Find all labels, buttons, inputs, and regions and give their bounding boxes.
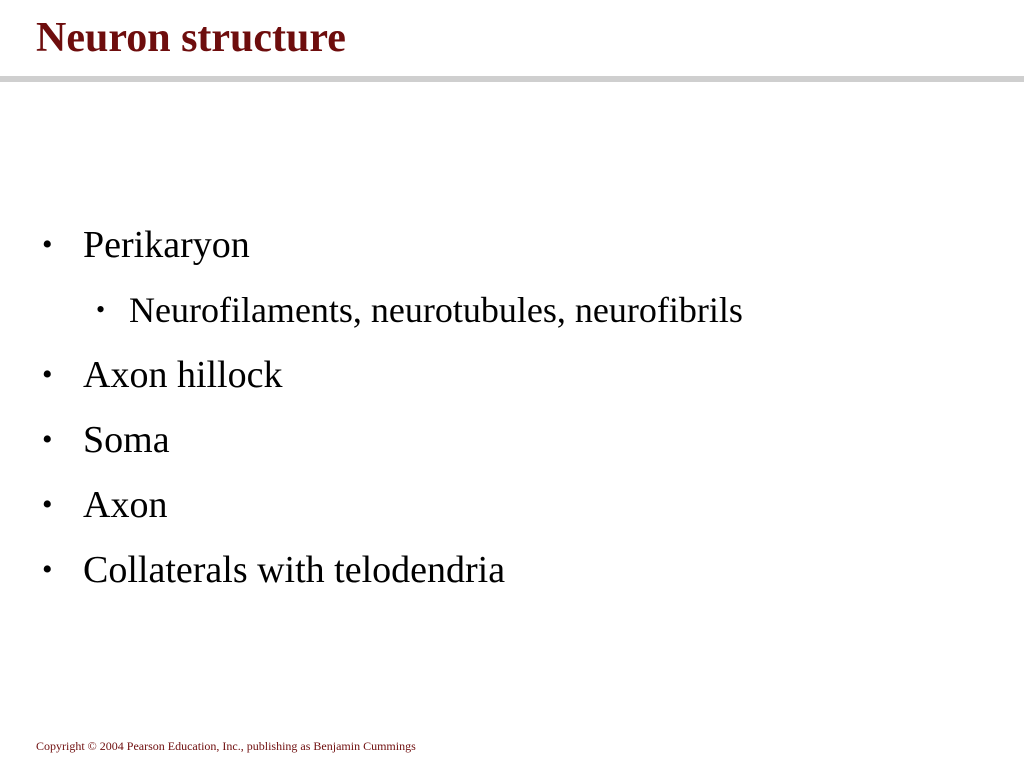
bullet-point-icon: • <box>42 228 53 261</box>
bullet-text: Perikaryon <box>83 224 250 266</box>
bullet-point-icon: • <box>42 488 53 521</box>
title-divider <box>0 76 1024 82</box>
copyright-footer: Copyright © 2004 Pearson Education, Inc., publishing as Benjamin Cummings <box>36 739 416 753</box>
bullet-point-icon: • <box>42 358 53 391</box>
bullet-text: Soma <box>83 419 170 461</box>
bullet-text: Axon hillock <box>83 354 283 396</box>
bullet-text: Neurofilaments, neurotubules, neurofibrils <box>129 290 743 330</box>
sub-bullet-item <box>0 282 1024 347</box>
bullet-item <box>0 477 1024 542</box>
bullet-point-icon: • <box>96 295 106 324</box>
bullet-item <box>0 217 1024 282</box>
slide-title: Neuron structure <box>36 15 346 61</box>
bullet-point-icon: • <box>42 553 53 586</box>
bullet-item <box>0 542 1024 607</box>
bullet-point-icon: • <box>42 423 53 456</box>
bullet-item <box>0 347 1024 412</box>
bullet-text: Axon <box>83 484 168 526</box>
bullet-text: Collaterals with telodendria <box>83 549 506 591</box>
bullet-item <box>0 412 1024 477</box>
bullet-list <box>0 217 1024 607</box>
